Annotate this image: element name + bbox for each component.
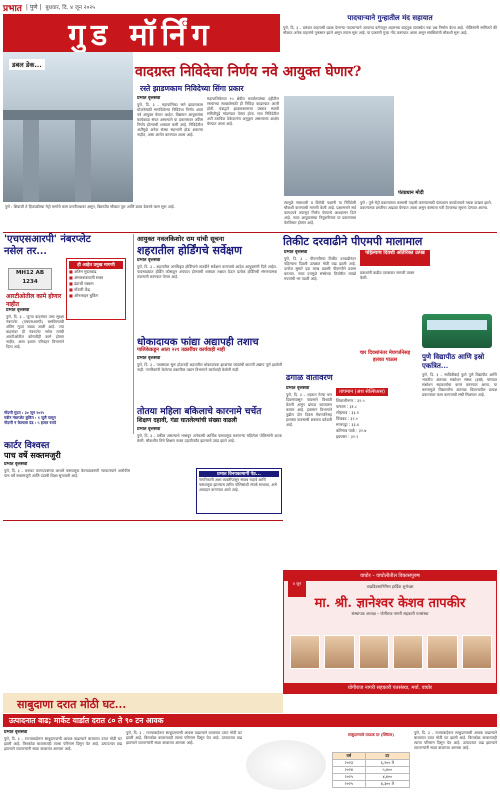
- table-header: वर्ष: [333, 753, 366, 760]
- list-item: पाषाण : ३१.८: [336, 404, 357, 409]
- ad-photo-row: [290, 635, 492, 669]
- table-cell: २०२५: [333, 774, 366, 781]
- table-cell: ६,२०० ते: [365, 760, 409, 767]
- masthead: [3, 14, 280, 52]
- avatar: [393, 635, 423, 669]
- weather-badge: [352, 350, 418, 386]
- lead-photo: [3, 52, 133, 202]
- weather-body: [286, 386, 332, 466]
- brand-logo: प्रभात: [3, 3, 22, 14]
- byline: प्रभात वृत्तसेवा: [284, 250, 308, 255]
- pmp-body: [284, 250, 356, 350]
- metro-pillar: [75, 120, 91, 202]
- table-cell: २०२३: [333, 760, 366, 767]
- list-item: ■ नोंदणी केंद्र: [69, 287, 123, 293]
- list-item: ■ अंमलबजावणी सक्त: [69, 275, 123, 281]
- list-item: मगरपट्टा : ३३.४: [336, 422, 359, 427]
- weather-badge-line2: हलका पाऊस: [372, 357, 398, 363]
- hsrp-subheadline: आरटीओतील कामे होणार नाहीत: [6, 293, 62, 308]
- avatar: [290, 635, 320, 669]
- sago-text: पुणे, दि. ३ – राज्याबाहेरून साबुदाण्याची आवक वाढल्याने बाजारात दरात मोठी घट झाली आहे. किरकोळ बाजारातही त्याचा परिणाम दिसून येत आहे. उत्पादनात वाढ झाल्याने व्यापाऱ्यांनी साठा बाजारात आणला आहे.: [4, 736, 122, 751]
- list-item: ■ अंतिम मुदतवाढ: [69, 269, 123, 275]
- university-body: पुणे, दि. ३ – सावित्रीबाई फुले पुणे विद्यापीठ आणि भारतीय अंतराळ संशोधन संस्था (इस्रो) यांच्यात संशोधन सहकार्याचा करार करण्यात आला. या करारामुळे विद्यार्थ्यांना अंतराळ विज्ञानातील प्रत्यक्ष प्रकल्पांवर काम करण्याची संधी मिळणार आहे.: [422, 372, 497, 397]
- top-story-body: पुणे, दि. ३ – वारंवार वाहनाची धडक देणाऱ्या पादचाऱ्याने आपल्या वर्तनातून शहराच्या वाहतुक व्यवस्थेत नवा प्रश्न निर्माण केला आहे. पोलिसांनी सांगितले की चौकात अनेक वाहनांचे नुकसान झाले असून तपास सुरू आहे. या प्रकरणी गुन्हा नोंद करण्यात आला असून संबंधितांची चौकशी सुरू आहे.: [283, 25, 497, 35]
- list-item: शिवाजीनगर : ३२.५: [336, 398, 365, 403]
- pm-inspection-body: पुणे : पुणे मेट्रो प्रकल्पाच्या कामाची पाहणी करण्यासाठी पंतप्रधान कार्यालयाचे पथक दाखल झाले. प्रकल्पाच्या प्रगतीचा आढावा घेण्यात आला असून कामाला गती देण्याच्या सूचना देण्यात आल्या.: [360, 200, 492, 210]
- ad-footer: योगीराज नागरी सहकारी पतसंस्था, मर्या. वाघोर: [284, 683, 496, 693]
- list-item: लोहगाव : ३३.१: [336, 410, 359, 415]
- table-cell: ४,३०० ते: [365, 781, 409, 788]
- byline: प्रभात वृत्तसेवा: [137, 356, 161, 361]
- byline: प्रभात वृत्तसेवा: [4, 730, 28, 735]
- list-item: कोरेगाव पार्क : ३२.७: [336, 428, 367, 433]
- ad-greeting: वाढदिवसानिमित्त हार्दिक शुभेच्छा: [366, 584, 414, 589]
- appeal-box: [196, 468, 282, 514]
- hsrp-bullet-list: [69, 269, 123, 299]
- sago-banner: [3, 693, 283, 713]
- temperature-title: तापमान (अंश सेल्सिअस): [336, 388, 388, 396]
- main-headline-bar: [135, 60, 497, 82]
- metro-deck: [3, 110, 133, 120]
- fake-lawyer-text: पुणे, दि. ३ – वकील असल्याचे भासवून अनेकांची आर्थिक फसवणूक करणाऱ्या महिलेला पोलिसांनी अटक केली. चौकशीत तिचे शिक्षण फक्त दहावीपर्यंत झाल्याचे उघड झाले आहे.: [137, 433, 282, 443]
- pmp-bus-photo: [422, 314, 492, 348]
- fake-lawyer-subhead: शिक्षण दहावी, गंडा घातलेल्यांची संख्या वाढली: [137, 417, 237, 424]
- table-header: दर: [365, 753, 409, 760]
- list-item: नवीन नंबरप्लेट बुकिंग : १ जुलै पासून: [4, 415, 56, 420]
- table-row: [333, 767, 410, 774]
- byline: प्रभात वृत्तसेवा: [137, 427, 161, 432]
- sago-price-table: [332, 752, 410, 788]
- branches-body: [137, 356, 282, 400]
- top-story: [283, 14, 497, 60]
- temperature-box: [336, 388, 392, 440]
- branches-headline: धोकादायक फांद्या अद्यापही तशाच: [137, 337, 259, 348]
- list-item: ■ दंडाची रक्कम: [69, 281, 123, 287]
- sago-headline: साबुदाणा दरात मोठी घट...: [17, 698, 127, 711]
- court-headline: कार्टर विश्वस्त: [4, 441, 50, 451]
- sago-column-2: पुणे, दि. ३ – राज्याबाहेरून साबुदाण्याची आवक वाढल्याने बाजारात दरात मोठी घट झाली आहे. किरकोळ बाजारातही त्याचा परिणाम दिसून येत आहे. उत्पादनात वाढ झाल्याने व्यापाऱ्यांनी साठा बाजारात आणला आहे.: [126, 730, 242, 745]
- table-row: [333, 781, 410, 788]
- section-divider: [3, 232, 497, 233]
- hsrp-highlight-box: [66, 258, 126, 320]
- fake-lawyer-body: [137, 427, 282, 467]
- sago-photo: [246, 740, 326, 790]
- main-column-2: [207, 96, 279, 208]
- top-story-headline: पादचाऱ्याने गुन्हातील मंद सहायात: [347, 14, 433, 22]
- hsrp-body: [6, 308, 64, 404]
- sago-table-title: साबुदाण्याचे घाऊक दर (क्विंटल): [348, 732, 394, 737]
- pmp-highlight-box: पहिल्याच दिवशी अतिरिक्त उत्पन्न: [360, 250, 430, 266]
- appeal-title: प्रभात विनयकामार्गी पेठ...: [199, 471, 279, 477]
- list-item: नोंदणी न केल्यास दंड : ५ हजार रुपये: [4, 420, 57, 425]
- avatar: [359, 635, 389, 669]
- list-item: हडपसर : ३२.२: [336, 434, 359, 439]
- hoarding-headline: शहरातील होर्डिंगचे सर्वेक्षण: [137, 244, 242, 257]
- table-cell: ५,४००: [365, 767, 409, 774]
- byline: प्रभात वृत्तसेवा: [6, 308, 30, 313]
- main-col1-text: पुणे, दि. ३ – महापालिका रस्ते झाडणकाम योजनेसाठी मागविलेल्या निविदेचा निर्णय आता नवे आयुक्त घेणार आहेत. विद्यमान आयुक्तांचा कार्यकाळ संपत असल्याने या प्रकरणावर अंतिम निर्णय होण्याची शक्यता कमी आहे. निविदेतील अटींमुळे अनेक संस्था सहभागी होऊ शकल्या नाहीत, असा आरोप करण्यात आला आहे.: [137, 102, 203, 137]
- main-subhead: रस्ते झाडणकाम निविदेच्या सिंगा प्रकार: [140, 84, 244, 93]
- weather-badge-line1: चार दिवसांनंतर मेघगर्जनेसह: [359, 350, 411, 356]
- main-headline: वादग्रस्त निविदेचा निर्णय नवे आयुक्त घेणार?: [135, 63, 362, 80]
- byline: प्रभात वृत्तसेवा: [137, 96, 161, 101]
- hsrp-dates: [4, 410, 130, 430]
- fake-lawyer-headline: तोतया महिला बकिलाचे कारनामे चर्चेत: [137, 407, 262, 417]
- lead-photo-tag: डबल डेक...: [9, 59, 45, 70]
- masthead-title: गुड मॉर्निंग: [68, 17, 215, 53]
- sago-subhead: उत्पादनात वाढ; मार्केट यार्डात दरात ८० ते ९० टन आवक: [3, 714, 497, 727]
- hoarding-body: [137, 258, 277, 330]
- byline: प्रभात वृत्तसेवा: [137, 258, 161, 263]
- ad-tagline: संस्थापक अध्यक्ष – योगीराज नागरी सहकारी पतसंस्था: [351, 611, 429, 616]
- byline: प्रभात वृत्तसेवा: [4, 462, 28, 467]
- avatar: [324, 635, 354, 669]
- issue-date: बुधवार, दि. ४ जून २०२५: [45, 5, 96, 11]
- metro-photo: [284, 96, 394, 196]
- main-column-1: [137, 96, 203, 208]
- birthday-advertisement: [283, 570, 497, 694]
- list-item: नोंदणी मुदत : ३० जून २०२५: [4, 410, 45, 415]
- byline: प्रभात वृत्तसेवा: [286, 386, 310, 391]
- main-col3-text: त्यामुळे सत्ताधारी व विरोधी पक्षांनी या निविदेची चौकशी करण्याची मागणी केली आहे. प्रशासनाने सर्व कागदपत्रे तपासून निर्णय घेण्याचे आश्वासन दिले आहे. नव्या आयुक्तांच्या नियुक्तीनंतर या प्रकरणाचा फेरविचार होणार आहे.: [284, 200, 356, 225]
- ad-person-name: मा. श्री. ज्ञानेश्वर केशव तापकीर: [314, 596, 466, 611]
- ad-date-badge: ४ जून: [288, 579, 306, 597]
- pm-inspection-box: [398, 190, 497, 196]
- hsrp-highlight-title: ही आहेत प्रमुख मागणी: [69, 261, 123, 269]
- edition-label: | पुणे |: [25, 4, 42, 11]
- metro-pillar: [23, 120, 39, 202]
- lead-photo-caption: पुणे : शिवाजी ते हिंजवडीच्या मेट्रो मार्गाचे काम प्रगतीपथावर असून, विद्यापीठ चौकात पूल आणि डबल डेकरचे काम सुरू आहे.: [5, 204, 175, 209]
- hoarding-text: पुणे, दि. ३ – शहरातील अनधिकृत होर्डिंग्जचे तातडीने सर्वेक्षण करण्याचे आदेश आयुक्तांनी दिले आहेत. पावसाळ्यात होर्डिंग कोसळून अपघात होण्याची शक्यता लक्षात घेऊन प्रत्येक होर्डिंगची संरचनात्मक तपासणी करण्यात येणार आहे.: [137, 264, 277, 279]
- list-item: चिंचवड : ३२.०: [336, 416, 358, 421]
- branches-text: पुणे, दि. ३ – पावसाळा सुरू होऊनही शहरातील धोकादायक झाडांच्या फांद्यांची छाटणी अद्याप पूर्ण झालेली नाही. नागरिकांनी केलेल्या तक्रारींवर उद्यान विभागाने कार्यवाही केलेली नाही.: [137, 362, 282, 372]
- main-column-3: [284, 200, 356, 230]
- pm-inspection-title: पंतप्रधान मोदी: [398, 190, 424, 196]
- main-col2-text: महापालिकेच्या १५ क्षेत्रीय कार्यालयांच्या हद्दीतील रस्त्यांच्या स्वच्छतेसाठी ही निविदा काढण्यात आली होती. यंत्राद्वारे झाडणकामाचा प्रस्ताव स्थायी समितीपुढे मांडण्यात येणार होता. मात्र निविदेतील अटी ठराविक ठेकेदारांना अनुकूल असल्याचा आक्षेप घेण्यात आला आहे.: [207, 96, 279, 126]
- list-item: ■ ऑनलाइन बुकिंग: [69, 293, 123, 299]
- table-cell: २०२४: [333, 767, 366, 774]
- sago-column-3: पुणे, दि. ३ – राज्याबाहेरून साबुदाण्याची आवक वाढल्याने बाजारात दरात मोठी घट झाली आहे. किरकोळ बाजारातही त्याचा परिणाम दिसून येत आहे. उत्पादनात वाढ झाल्याने व्यापाऱ्यांनी साठा बाजारात आणला आहे.: [414, 730, 497, 750]
- court-subhead: पाच वर्षे सक्तमजुरी: [4, 450, 61, 460]
- court-text: पुणे, दि. ३ – बनावट कागदपत्रांच्या आधारे फसवणूक केल्याप्रकरणी न्यायालयाने आरोपीस पाच वर्षे सक्तमजुरी आणि दंडाची शिक्षा सुनावली आहे.: [4, 468, 130, 478]
- column-divider: [133, 234, 134, 434]
- ad-top-line: वाघोर – वाघोलीतील विकासपुरुष: [284, 571, 496, 581]
- section-divider: [3, 520, 283, 521]
- pmp-caption: प्रवाशांनी वाढीव दराबाबत नाराजी व्यक्त केली.: [360, 270, 415, 280]
- court-body: [4, 462, 130, 502]
- weather-text: पुणे, दि. ३ – शहरात गेल्या चार दिवसांपासून पावसाने विश्रांती घेतली असून ढगाळ वातावरण कायम आहे. हवामान विभागाने पुढील दोन दिवस मेघगर्जनेसह हलक्या पावसाची शक्यता वर्तवली आहे.: [286, 392, 332, 427]
- number-plate-image: MH12 AB 1234: [8, 268, 52, 290]
- table-cell: २०२५: [333, 781, 366, 788]
- avatar: [427, 635, 457, 669]
- sago-column-1: [4, 730, 122, 794]
- hoarding-kicker: आयुक्त नवलकिशोर राम यांची सूचना: [137, 235, 225, 243]
- pmp-text: पुणे, दि. ३ – पीएमपीच्या तिकीट दरवाढीनंतर पहिल्याच दिवशी उत्पन्नात मोठी वाढ झाली आहे. दररोज सुमारे दहा लाख प्रवासी पीएमपीने प्रवास करतात. नव्या दरामुळे संस्थेच्या तिजोरीत लाखो रुपयांची भर पडली आहे.: [284, 256, 356, 281]
- weather-headline: ढगाळ वातावरण: [286, 372, 333, 382]
- avatar: [462, 635, 492, 669]
- hsrp-text: पुणे, दि. ३ – जुन्या वाहनांवर उच्च सुरक्षा नंबरप्लेट (एचएसआरपी) बसविण्याची अंतिम मुदत जवळ आली आहे. ज्या वाहनांवर ही नंबरप्लेट नसेल त्यांची आरटीओतील कोणतीही कामे होणार नाहीत, असा इशारा परिवहन विभागाने दिला आहे.: [6, 314, 64, 349]
- branches-subhead: पालिकेकडून आता २२१ तक्रारींवर कार्यवाही नाही: [137, 347, 225, 353]
- appeal-text: नागरिकांनी अशा व्यक्तींपासून सावध राहावे आणि फसवणूक झाल्यास त्वरित पोलिसांशी संपर्क साधावा, असे आवाहन करण्यात आले आहे.: [199, 477, 277, 492]
- table-row: [333, 760, 410, 767]
- pmp-headline: तिकीट दरवाढीने पीएमपी मालामाल: [283, 235, 423, 248]
- hsrp-headline: 'एचएसआरपी' नंबरप्लेट नसेल तर...: [4, 234, 91, 257]
- university-headline: पुणे विद्यापीठ आणि इस्रो एकत्रित...: [422, 352, 485, 370]
- table-cell: ४,४००: [365, 774, 409, 781]
- table-row: [333, 774, 410, 781]
